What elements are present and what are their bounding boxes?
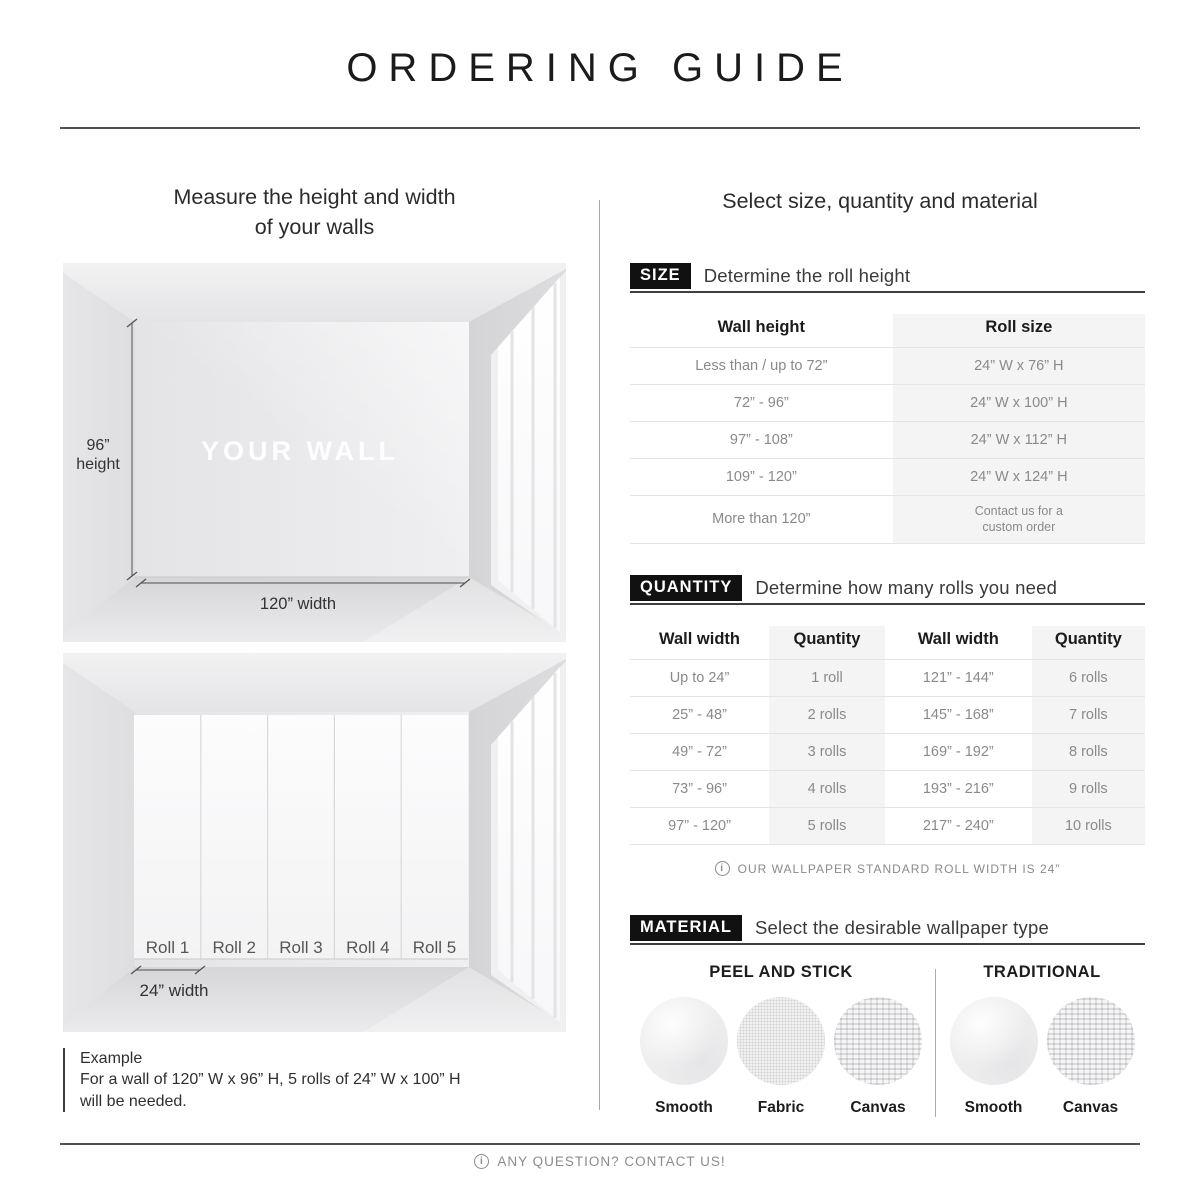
room-left-wall (63, 273, 135, 635)
wall-height-cell: Less than / up to 72” (695, 358, 828, 374)
material-options (630, 963, 1145, 1117)
quantity-cell: 1 roll (769, 660, 885, 696)
swatch-smooth (950, 997, 1038, 1117)
size-section-header (630, 263, 1145, 293)
traditional-swatches (950, 997, 1135, 1117)
left-column-heading (63, 182, 566, 242)
size-row (630, 458, 1145, 495)
swatch-smooth (640, 997, 728, 1117)
swatch-label: Canvas (1062, 1099, 1119, 1116)
footer-divider (60, 1143, 1140, 1145)
roll-width-label: 24” width (139, 981, 209, 1000)
smooth-texture-swatch (640, 997, 728, 1085)
wall-width-cell: 97” - 120” (668, 818, 731, 834)
material-section (630, 915, 1145, 1117)
footer-contact-note (0, 1154, 1200, 1169)
custom-order-line1: Contact us for a (974, 504, 1063, 518)
quantity-cell: 5 rolls (769, 808, 885, 844)
roll-panels (134, 715, 468, 959)
qty-col-wall-width-1: Wall width (659, 630, 740, 648)
roll-size-cell: 24” W x 124” H (893, 459, 1145, 495)
roll-label-4: Roll 4 (346, 938, 390, 957)
material-subtitle: Select the desirable wallpaper type (755, 917, 1049, 938)
quantity-row (630, 770, 1145, 807)
contact-us-text: ANY QUESTION? CONTACT US! (497, 1154, 726, 1169)
wall-width-cell: 145” - 168” (922, 707, 994, 723)
wall-width-cell: 121” - 144” (922, 670, 994, 686)
qty-col-quantity-1: Quantity (769, 626, 885, 659)
quantity-badge: QUANTITY (630, 575, 742, 601)
left-heading-line2: of your walls (254, 215, 375, 240)
size-badge: SIZE (630, 263, 691, 289)
quantity-row (630, 733, 1145, 770)
example-block (63, 1048, 543, 1112)
roll-panel-strip (134, 715, 468, 959)
quantity-cell: 6 rolls (1032, 660, 1145, 696)
quantity-table-header-row (630, 626, 1145, 659)
example-line1: For a wall of 120” W x 96” H, 5 rolls of 24” W x 100” H (80, 1071, 461, 1089)
size-row (630, 347, 1145, 384)
roll-size-cell: 24” W x 76” H (893, 348, 1145, 384)
roll-width-note-text: OUR WALLPAPER STANDARD ROLL WIDTH IS 24” (737, 861, 1061, 876)
swatch-canvas (834, 997, 922, 1117)
canvas-texture-swatch (834, 997, 922, 1085)
size-section (630, 263, 1145, 544)
height-dimension-value: 96” (86, 437, 110, 454)
roll-size-cell: 24” W x 100” H (893, 385, 1145, 421)
material-group-divider (935, 969, 936, 1117)
quantity-cell: 2 rolls (769, 697, 885, 733)
wall-width-cell: 73” - 96” (672, 781, 727, 797)
smooth-texture-swatch (950, 997, 1038, 1085)
width-dimension-label: 120” width (259, 595, 337, 613)
quantity-row (630, 696, 1145, 733)
fabric-texture-swatch (737, 997, 825, 1085)
roll-width-note (630, 861, 1145, 876)
info-icon: i (715, 861, 730, 876)
wall-width-cell: 217” - 240” (922, 818, 994, 834)
height-dimension-word: height (76, 456, 120, 473)
quantity-cell: 8 rolls (1032, 734, 1145, 770)
size-subtitle: Determine the roll height (703, 265, 911, 286)
room-left-wall (63, 663, 135, 1025)
room-illustration-rolls (63, 653, 566, 1032)
wall-height-cell: More than 120” (712, 511, 811, 528)
material-group-peel-and-stick (630, 963, 932, 1117)
material-group-traditional (939, 963, 1145, 1117)
roll-label-5: Roll 5 (412, 938, 457, 957)
swatch-label: Smooth (964, 1099, 1023, 1116)
material-section-header (630, 915, 1145, 945)
roll-size-cell (893, 496, 1145, 543)
swatch-fabric (737, 997, 825, 1117)
swatch-label: Canvas (850, 1099, 906, 1116)
wall-height-cell: 97” - 108” (729, 432, 793, 448)
wall-width-cell: 193” - 216” (922, 781, 994, 797)
quantity-subtitle: Determine how many rolls you need (755, 577, 1058, 598)
info-icon: i (474, 1154, 489, 1169)
right-column-heading: Select size, quantity and material (722, 189, 1038, 213)
roll-label-3: Roll 3 (279, 938, 323, 957)
roll-label-2: Roll 2 (212, 938, 256, 957)
size-col-wall-height: Wall height (717, 318, 806, 336)
traditional-title: TRADITIONAL (983, 963, 1101, 981)
roll-size-cell: 24” W x 112” H (893, 422, 1145, 458)
quantity-row (630, 807, 1145, 845)
title-divider (60, 127, 1140, 129)
swatch-label: Fabric (757, 1099, 805, 1116)
quantity-cell: 4 rolls (769, 771, 885, 807)
example-line2: will be needed. (80, 1092, 187, 1110)
wall-height-cell: 72” - 96” (733, 395, 789, 411)
wall-width-cell: Up to 24” (669, 670, 730, 686)
page-title: ORDERING GUIDE (346, 46, 854, 90)
peel-and-stick-title: PEEL AND STICK (709, 963, 853, 981)
size-row (630, 384, 1145, 421)
canvas-texture-swatch (1047, 997, 1135, 1085)
size-table (630, 314, 1145, 544)
left-heading-line1: Measure the height and width (173, 185, 456, 209)
wall-height-cell: 109” - 120” (725, 469, 797, 485)
quantity-row (630, 659, 1145, 696)
quantity-cell: 3 rolls (769, 734, 885, 770)
swatch-canvas (1047, 997, 1135, 1117)
wall-width-cell: 169” - 192” (922, 744, 994, 760)
room-illustration-measure (63, 263, 566, 642)
your-wall-label: YOUR WALL (201, 436, 399, 466)
swatch-label: Smooth (655, 1099, 713, 1116)
quantity-section (630, 575, 1145, 876)
quantity-cell: 7 rolls (1032, 697, 1145, 733)
quantity-cell: 9 rolls (1032, 771, 1145, 807)
roll-label-1: Roll 1 (145, 938, 190, 957)
size-table-header-row (630, 314, 1145, 347)
column-divider (599, 200, 600, 1110)
material-badge: MATERIAL (630, 915, 742, 941)
wall-width-cell: 49” - 72” (672, 744, 727, 760)
qty-col-wall-width-2: Wall width (917, 630, 999, 648)
wall-width-cell: 25” - 48” (672, 707, 727, 723)
quantity-table (630, 626, 1145, 845)
quantity-section-header (630, 575, 1145, 605)
example-title: Example (80, 1050, 143, 1067)
size-row (630, 495, 1145, 544)
quantity-cell: 10 rolls (1032, 808, 1145, 844)
qty-col-quantity-2: Quantity (1032, 626, 1145, 659)
peel-and-stick-swatches (640, 997, 922, 1117)
size-col-roll-size: Roll size (893, 314, 1145, 347)
custom-order-line2: custom order (982, 520, 1056, 535)
size-row (630, 421, 1145, 458)
